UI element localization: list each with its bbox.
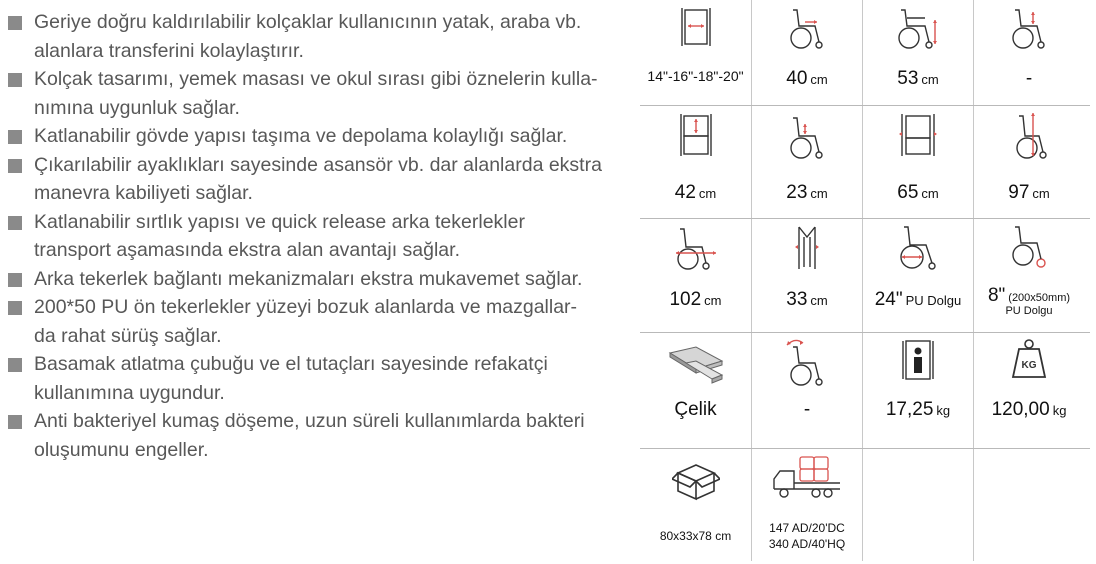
armrest-lift-value: - (1025, 68, 1033, 89)
spec-armrest-to-seat (751, 106, 862, 218)
seat-width-icon (676, 4, 716, 50)
spec-row-2 (640, 105, 1090, 218)
spec-total-width (862, 106, 973, 218)
spec-armrest-height (862, 0, 973, 105)
folded-width-value (752, 289, 862, 311)
seat-depth-number: 42 (674, 182, 696, 203)
folded-width-number: 33 (786, 289, 808, 310)
truck-icon (770, 455, 844, 501)
total-length-value (640, 289, 751, 311)
seat-height-icon (785, 4, 829, 50)
feature-line: oluşumunu engeller. (34, 438, 209, 461)
feature-item (4, 350, 626, 407)
armrest-height-value (863, 68, 973, 90)
feature-line: da rahat sürüş sağlar. (34, 324, 222, 347)
square-bullet-icon (8, 216, 22, 230)
total-length-unit: cm (704, 293, 722, 308)
square-bullet-icon (8, 73, 22, 87)
spec-row-3 (640, 218, 1090, 332)
feature-line: manevra kabiliyeti sağlar. (34, 182, 253, 204)
spec-seat-width (640, 0, 751, 105)
spec-capacity (973, 333, 1084, 448)
backrest-recline-icon (783, 337, 831, 387)
container-line-2: 340 AD/40'HQ (768, 537, 846, 551)
weight-unit: kg (936, 403, 951, 418)
spec-row-4 (640, 332, 1090, 448)
feature-line: Arka tekerlek bağlantı mekanizmaları ekstra mukavemet sağlar. (34, 267, 583, 290)
front-wheel-value (974, 285, 1084, 307)
feature-item (4, 65, 626, 122)
kg-capacity-icon (1009, 337, 1049, 383)
box-icon (672, 459, 720, 505)
box-value: 80x33x78 cm (659, 529, 732, 543)
spec-front-wheel (973, 219, 1084, 332)
total-height-value (974, 182, 1084, 204)
capacity-unit: kg (1052, 403, 1067, 418)
front-wheel-number: 8" (987, 285, 1006, 306)
backrest-recline-value: - (803, 399, 811, 420)
rear-wheel-value (863, 289, 973, 311)
front-wheel-size: (200x50mm) (1008, 292, 1071, 304)
feature-item (4, 407, 626, 464)
armrest-height-number: 53 (897, 68, 919, 89)
feature-line: alanlara transferini kolaylaştırır. (34, 39, 304, 62)
rear-wheel-unit: PU Dolgu (905, 293, 962, 308)
feature-line: Anti bakteriyel kumaş döşeme, uzun süreli kullanımlarda bakteri (34, 410, 585, 432)
feature-line: transport aşamasında ekstra alan avantajı sağlar. (34, 239, 460, 261)
feature-item (4, 265, 626, 294)
armrest-to-seat-value (752, 182, 862, 204)
feature-line: Katlanabilir sırtlık yapısı ve quick release arka tekerlekler (34, 210, 525, 233)
feature-line: kullanımına uygundur. (34, 381, 225, 404)
spec-total-length (640, 219, 751, 332)
spec-row-5 (640, 448, 1090, 561)
square-bullet-icon (8, 16, 22, 30)
frame-value: Çelik (674, 399, 717, 420)
front-wheel-icon (1007, 223, 1051, 273)
feature-line: Katlanabilir gövde yapısı taşıma ve depolama kolaylığı sağlar. (34, 125, 568, 147)
weight-icon (898, 337, 938, 383)
spec-backrest-recline (751, 333, 862, 448)
rear-wheel-icon (894, 223, 942, 273)
spec-seat-depth (640, 106, 751, 218)
armrest-to-seat-number: 23 (786, 182, 808, 203)
armrest-height-unit: cm (921, 72, 939, 87)
armrest-height-icon (895, 4, 941, 50)
total-length-number: 102 (669, 289, 702, 310)
seat-height-value (752, 68, 862, 90)
square-bullet-icon (8, 415, 22, 429)
folded-width-icon (787, 223, 827, 273)
seat-depth-unit: cm (698, 186, 717, 201)
feature-item (4, 122, 626, 151)
armrest-lift-icon (1007, 4, 1051, 50)
steel-profile-icon (666, 339, 726, 385)
container-line-1: 147 AD/20'DC (769, 521, 845, 535)
seat-width-value: 14"-16"-18"-20" (647, 68, 744, 84)
square-bullet-icon (8, 301, 22, 315)
spec-container (751, 449, 862, 561)
capacity-value (974, 399, 1084, 421)
seat-depth-value (640, 182, 751, 204)
feature-item (4, 293, 626, 350)
spec-frame (640, 333, 751, 448)
front-wheel-sub: PU Dolgu (1005, 305, 1053, 317)
spec-rear-wheel (862, 219, 973, 332)
armrest-to-seat-unit: cm (810, 186, 828, 201)
spec-empty-2 (973, 449, 1084, 561)
spec-grid (640, 0, 1090, 561)
seat-height-number: 40 (786, 68, 808, 89)
feature-line: Geriye doğru kaldırılabilir kolçaklar kullanıcının yatak, araba vb. (34, 11, 582, 33)
spec-total-height (973, 106, 1084, 218)
seat-depth-icon (676, 110, 716, 160)
kg-label: KG (1021, 360, 1037, 371)
spec-folded-width (751, 219, 862, 332)
feature-line: Çıkarılabilir ayaklıkları sayesinde asansör vb. dar alanlarda ekstra (34, 153, 602, 176)
feature-item (4, 208, 626, 265)
armrest-to-seat-icon (785, 110, 829, 160)
square-bullet-icon (8, 358, 22, 372)
spec-weight (862, 333, 973, 448)
total-height-unit: cm (1032, 186, 1050, 201)
spec-box (640, 449, 751, 561)
total-height-icon (1007, 110, 1051, 160)
total-width-icon (896, 110, 940, 160)
total-height-number: 97 (1008, 182, 1030, 203)
feature-item (4, 8, 626, 65)
weight-value (863, 399, 973, 421)
spec-armrest-lift (973, 0, 1084, 105)
spec-empty-1 (862, 449, 973, 561)
folded-width-unit: cm (810, 293, 828, 308)
spec-row-1 (640, 0, 1090, 105)
total-width-unit: cm (921, 186, 939, 201)
feature-list (4, 8, 626, 464)
square-bullet-icon (8, 130, 22, 144)
square-bullet-icon (8, 273, 22, 287)
spec-seat-height (751, 0, 862, 105)
feature-line: 200*50 PU ön tekerlekler yüzeyi bozuk alanlarda ve mazgallar- (34, 296, 578, 318)
feature-line: Basamak atlatma çubuğu ve el tutaçları sayesinde refakatçi (34, 353, 548, 375)
total-width-value (863, 182, 973, 204)
capacity-number: 120,00 (991, 399, 1050, 420)
total-length-icon (672, 223, 720, 273)
feature-line: nımına uygunluk sağlar. (34, 96, 240, 119)
weight-number: 17,25 (885, 399, 934, 420)
square-bullet-icon (8, 159, 22, 173)
total-width-number: 65 (897, 182, 919, 203)
feature-item (4, 151, 626, 208)
seat-height-unit: cm (810, 72, 828, 87)
rear-wheel-number: 24" (874, 289, 903, 310)
feature-line: Kolçak tasarımı, yemek masası ve okul sırası gibi öznelerin kulla- (34, 68, 598, 90)
